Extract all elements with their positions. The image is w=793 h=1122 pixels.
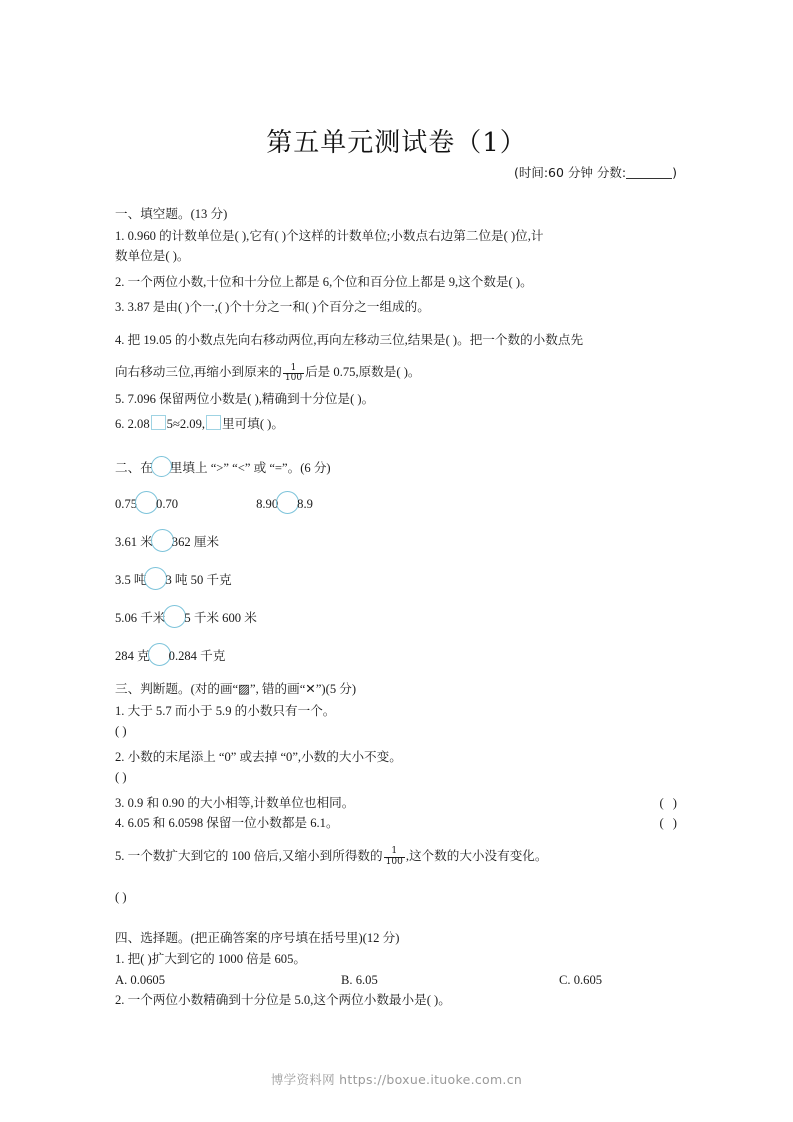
fill-in-q4-line1: 4. 把 19.05 的小数点先向右移动两位,再向左移动三位,结果是( )。把一个数的小数点先 <box>115 332 584 347</box>
fraction-denominator: 100 <box>385 856 403 867</box>
judge-answer-paren[interactable]: ( ) <box>115 770 127 785</box>
fill-in-q1-line1: 1. 0.960 的计数单位是( ),它有( )个这样的计数单位;小数点右边第二位是( )位,计 <box>115 228 544 243</box>
fill-in-q5: 5. 7.096 保留两位小数是( ),精确到十分位是( )。 <box>115 391 375 406</box>
compare-right-value: 3 吨 50 千克 <box>165 573 232 588</box>
fill-in-q4-line2 <box>115 363 680 383</box>
choice-q1-options <box>115 971 680 991</box>
exam-content <box>115 205 680 1012</box>
section-heading-choice: 四、选择题。(把正确答案的序号填在括号里)(12 分) <box>115 930 400 945</box>
answer-box-2[interactable] <box>206 415 221 430</box>
fill-in-q2: 2. 一个两位小数,十位和十分位上都是 6,个位和百分位上都是 9,这个数是( )。 <box>115 274 533 289</box>
compare-left-value: 3.5 吨 <box>115 573 147 588</box>
compare-left-value: 5.06 千米 <box>115 611 166 626</box>
judge-item: 3. 0.9 和 0.90 的大小相等,计数单位也相同。 <box>115 795 355 810</box>
judge-item: 2. 小数的末尾添上 “0” 或去掉 “0”,小数的大小不变。 <box>115 749 402 764</box>
judge-item: 4. 6.05 和 6.0598 保留一位小数都是 6.1。 <box>115 816 339 831</box>
spacer <box>115 835 680 847</box>
compare-circle-blank[interactable] <box>148 643 171 666</box>
judge-item-row <box>115 814 680 834</box>
choice-option-a[interactable]: A. 0.0605 <box>115 972 166 987</box>
spacer <box>115 436 680 456</box>
judge-q5-text-a: 5. 一个数扩大到它的 100 倍后,又缩小到所得数的 <box>115 848 383 863</box>
fill-in-q4-text-a: 向右移动三位,再缩小到原来的 <box>115 365 282 380</box>
compare-row <box>115 485 680 523</box>
score-blank-line[interactable] <box>626 178 672 179</box>
choice-q2: 2. 一个两位小数精确到十分位是 5.0,这个两位小数最小是( )。 <box>115 993 451 1008</box>
time-score-label: (时间:60 分钟 分数: <box>513 165 627 180</box>
choice-option-b[interactable]: B. 6.05 <box>341 972 378 987</box>
spacer <box>115 909 680 929</box>
compare-right-value: 5 千米 600 米 <box>184 611 257 626</box>
section-heading-judge: 三、判断题。(对的画“▨”, 错的画“✕”)(5 分) <box>115 682 357 697</box>
compare-left-value: 8.90 <box>256 497 279 512</box>
fill-in-q6-text-a: 6. 2.08 <box>115 417 150 432</box>
judge-q5-answer-paren[interactable]: ( ) <box>115 890 127 905</box>
section-heading-fill-in: 一、填空题。(13 分) <box>115 207 228 221</box>
compare-left-value: 3.61 米 <box>115 535 153 550</box>
compare-right-value: 362 厘米 <box>171 535 220 550</box>
compare-right-value: 0.70 <box>156 497 179 512</box>
footer-watermark: 博学资料网 https://boxue.ituoke.com.cn <box>270 1072 523 1087</box>
judge-answer-paren[interactable]: ( ) <box>659 816 680 831</box>
judge-item-row <box>115 794 680 814</box>
judge-item-5 <box>115 847 680 867</box>
fraction-numerator: 1 <box>384 847 405 857</box>
compare-heading-a: 二、在 <box>115 460 153 475</box>
judge-answer-paren[interactable]: ( ) <box>659 795 680 810</box>
compare-left-value: 0.75 <box>115 497 138 512</box>
compare-left-value: 284 克 <box>115 649 150 664</box>
judge-q5-text-b: ,这个数的大小没有变化。 <box>405 848 548 863</box>
fill-in-q6 <box>115 415 680 435</box>
compare-row <box>115 637 680 675</box>
fill-in-q4-text-b: 后是 0.75,原数是( )。 <box>305 365 421 380</box>
fraction-one-hundredth <box>283 364 304 384</box>
compare-circle-icon <box>151 456 172 477</box>
compare-pair <box>115 599 257 637</box>
compare-circle-blank[interactable] <box>163 605 186 628</box>
spacer <box>115 319 680 331</box>
choice-option-c[interactable]: C. 0.605 <box>559 972 603 987</box>
compare-pair <box>115 637 225 675</box>
fill-in-q1-line2: 数单位是( )。 <box>115 249 190 264</box>
spacer <box>115 351 680 363</box>
judge-item: 1. 大于 5.7 而小于 5.9 的小数只有一个。 <box>115 703 336 718</box>
fill-in-q6-text-c: 里可填( )。 <box>222 417 284 432</box>
page-title: 第五单元测试卷（1） <box>266 128 527 158</box>
compare-row <box>115 561 680 599</box>
compare-pair <box>115 523 219 561</box>
answer-box-1[interactable] <box>151 415 166 430</box>
compare-pair <box>115 485 178 523</box>
fraction-numerator: 1 <box>283 364 304 374</box>
compare-circle-blank[interactable] <box>151 529 174 552</box>
compare-pair <box>115 561 232 599</box>
compare-circle-blank[interactable] <box>135 491 158 514</box>
compare-right-value: 0.284 千克 <box>168 649 226 664</box>
compare-right-value: 8.9 <box>297 497 313 512</box>
judge-answer-paren[interactable]: ( ) <box>115 724 127 739</box>
compare-row <box>115 523 680 561</box>
exam-meta-line <box>514 163 677 181</box>
spacer <box>115 868 680 888</box>
compare-pair <box>256 485 313 523</box>
choice-q1: 1. 把( )扩大到它的 1000 倍是 605。 <box>115 952 306 967</box>
fill-in-q6-text-b: 5≈2.09, <box>166 417 206 432</box>
compare-circle-blank[interactable] <box>276 491 299 514</box>
fraction-denominator: 100 <box>284 373 303 384</box>
meta-close-paren: ) <box>672 165 677 180</box>
section-heading-compare <box>115 456 680 479</box>
fill-in-q3: 3. 3.87 是由( )个一,( )个十分之一和( )个百分之一组成的。 <box>115 300 430 315</box>
fraction-one-hundredth <box>384 847 405 867</box>
compare-row <box>115 599 680 637</box>
compare-heading-b: 里填上 “>” “<” 或 “=”。(6 分) <box>169 460 331 475</box>
